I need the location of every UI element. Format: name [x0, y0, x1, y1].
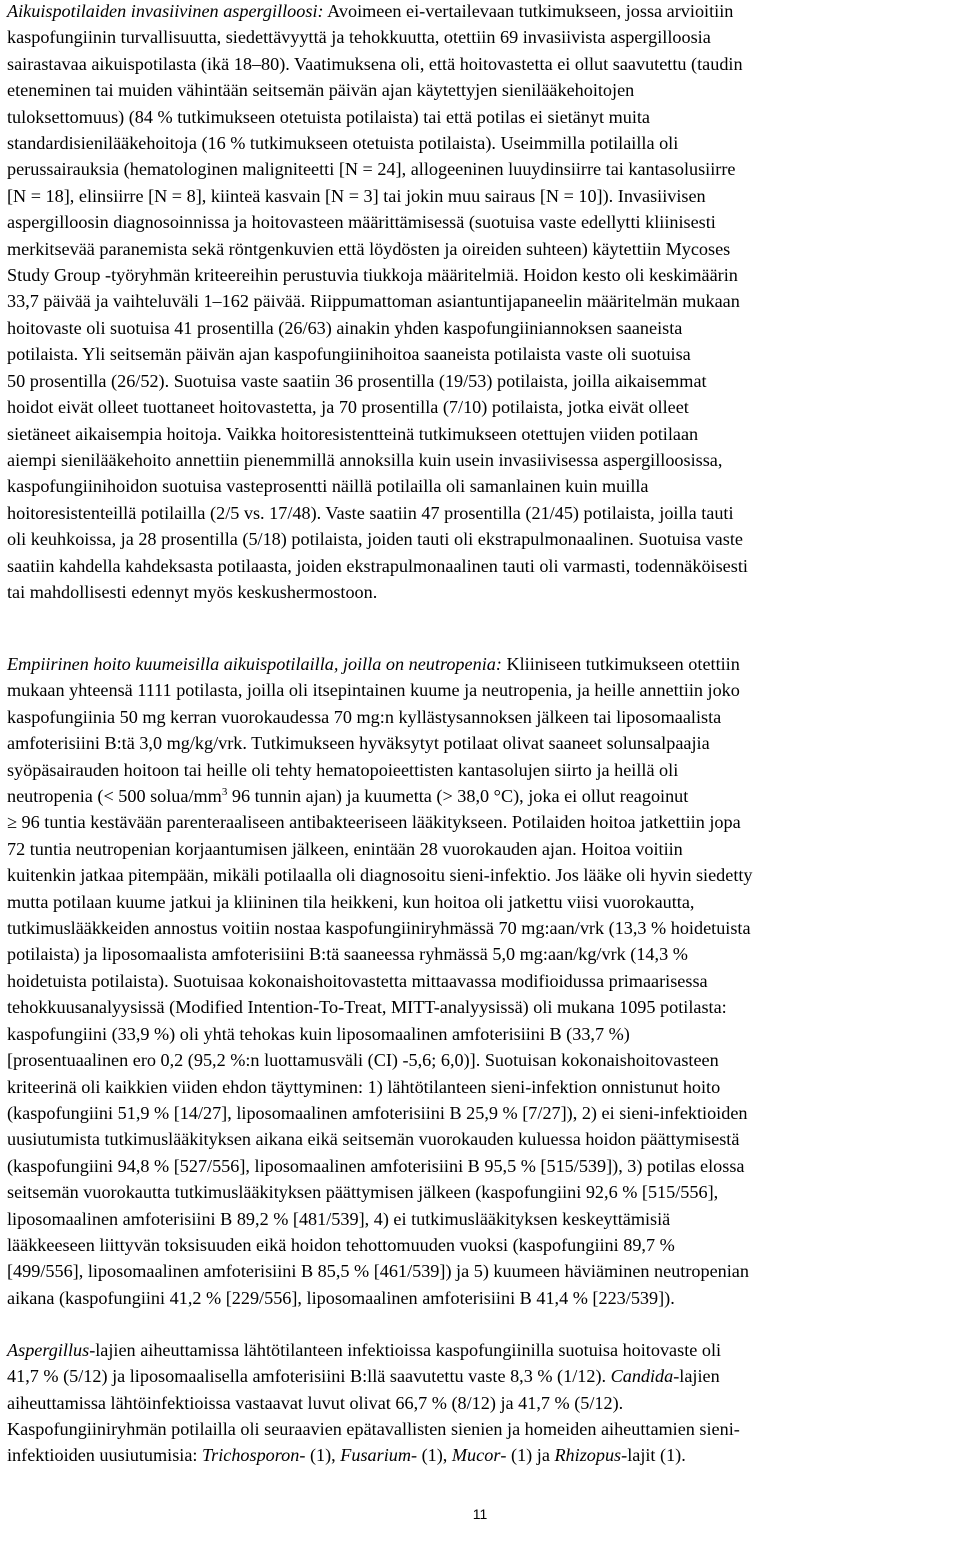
text-run: lääkkeeseen liittyvän toksisuuden eikä hoidon tehottomuuden vuoksi (kaspofungiini 89,7 %	[7, 1234, 675, 1255]
text-line	[7, 262, 957, 288]
text-line	[7, 368, 957, 394]
text-line	[7, 0, 957, 24]
text-line	[7, 447, 957, 473]
text-run: mukaan yhteensä 1111 potilasta, joilla oli itsepintainen kuume ja neutropenia, ja heille annettiin joko	[7, 680, 740, 701]
text-run: amfoterisiini B:tä 3,0 mg/kg/vrk. Tutkimukseen hyväksytyt potilaat olivat saaneet solunsalpaajia	[7, 733, 710, 754]
text-line	[7, 77, 957, 103]
text-run: Kaspofungiiniryhmän potilailla oli seuraavien epätavallisten sienien ja homeiden aiheuttamien sieni-	[7, 1419, 740, 1439]
text-run: [499/556], liposomaalinen amfoterisiini B 85,5 % [461/539]) ja 5) kuumeen häviäminen neutropenian	[7, 1261, 749, 1282]
text-run: Kliiniseen tutkimukseen otettiin	[501, 654, 740, 674]
text-run: perussairauksia (hematologinen maligniteetti [N = 24], allogeeninen luuydinsiirre tai kantasolusiirre	[7, 159, 736, 180]
text-run: liposomaalinen amfoterisiini B 89,2 % [481/539], 4) ei tutkimuslääkityksen keskeyttämisiä	[7, 1208, 671, 1229]
text-line	[7, 288, 957, 314]
text-run: -lajit (1).	[621, 1445, 686, 1466]
text-line	[7, 1416, 957, 1442]
paragraph-invasive-aspergillosis	[7, 0, 957, 605]
text-line	[7, 553, 957, 579]
italic-text: Aikuispotilaiden invasiivinen aspergilloosi:	[7, 1, 324, 21]
italic-text: Mucor	[451, 1445, 501, 1466]
text-run: standardisienilääkehoitoja (16 % tutkimukseen otetuista potilaista). Useimmilla potilailla oli	[7, 133, 679, 154]
paragraph-empirical-therapy	[7, 651, 957, 1311]
text-run: - (1),	[299, 1445, 341, 1466]
text-line	[7, 1442, 957, 1468]
text-run: 41,7 % (5/12) ja liposomaalisella amfoterisiini B:llä saavutettu vaste 8,3 % (1/12).	[7, 1366, 611, 1387]
text-line	[7, 394, 957, 420]
text-run: potilaista. Yli seitsemän päivän ajan kaspofungiinihoitoa saaneista potilaista vaste oli suotuisa	[7, 344, 691, 365]
text-run: hoidetuista potilaista). Suotuisaa kokonaishoitovastetta mittaavassa modifioidussa primaarisessa	[7, 970, 708, 991]
text-line	[7, 51, 957, 77]
italic-text: Empiirinen hoito kuumeisilla aikuispotilailla, joilla on neutropenia:	[7, 654, 502, 674]
text-run: Avoimeen ei-vertailevaan tutkimukseen, jossa arvioitiin	[323, 1, 734, 21]
text-line	[7, 24, 957, 50]
text-line	[7, 915, 957, 941]
text-run: aiempi sienilääkehoito annettiin pienemmillä annoksilla kuin usein invasiivisessa aspergilloosissa,	[7, 449, 723, 470]
text-run: kaspofungiinia 50 mg kerran vuorokaudessa 70 mg:n kyllästysannoksen jälkeen tai liposomaalista	[7, 706, 722, 727]
text-line	[7, 994, 957, 1020]
text-line	[7, 1206, 957, 1232]
text-line	[7, 1021, 957, 1047]
text-run: tai mahdollisesti edennyt myös keskushermostoon.	[7, 581, 378, 602]
text-line	[7, 500, 957, 526]
text-run: kuitenkin jatkaa pitempään, mikäli potilaalla oli diagnosoitu sieni-infektio. Jos lääke oli hyvin siedetty	[7, 865, 753, 886]
text-run: saatiin kahdella kahdeksasta potilaasta, joiden ekstrapulmonaalinen tauti oli varmasti, todennäköisesti	[7, 555, 748, 576]
text-line	[7, 651, 957, 677]
text-run: seitsemän vuorokautta tutkimuslääkityksen päättymisen jälkeen (kaspofungiini 92,6 % [515/556],	[7, 1182, 719, 1203]
italic-text: Trichosporon	[202, 1445, 300, 1466]
text-run: sairastavaa aikuispotilasta (ikä 18–80). Vaatimuksena oli, että hoitovastetta ei ollut saavutettu (taudin	[7, 53, 743, 74]
text-run: (kaspofungiini 51,9 % [14/27], liposomaalinen amfoterisiini B 25,9 % [7/27]), 2) ei sieni-infektioiden	[7, 1102, 748, 1123]
text-run: mutta potilaan kuume jatkui ja kliininen tila heikkeni, kun hoitoa oli jatkettu viisi vuorokautta,	[7, 891, 695, 912]
text-line	[7, 526, 957, 552]
text-run: 33,7 päivää ja vaihteluväli 1–162 päivää. Riippumattoman asiantuntijapaneelin määritelmän mukaan	[7, 291, 740, 312]
text-line	[7, 704, 957, 730]
text-line	[7, 730, 957, 756]
text-run: - (1),	[411, 1445, 452, 1466]
text-run: merkitsevää paranemista sekä röntgenkuvien että löydösten ja oireiden suhteen) käytettiin Mycoses	[7, 238, 731, 259]
text-line	[7, 836, 957, 862]
text-run: aikana (kaspofungiini 41,2 % [229/556], liposomaalinen amfoterisiini B 41,4 % [223/539]).	[7, 1287, 675, 1308]
superscript: 3	[221, 786, 228, 799]
text-line	[7, 1100, 957, 1126]
text-run: kriteerinä oli kaikkien viiden ehdon täyttyminen: 1) lähtötilanteen sieni-infektion onnistunut hoito	[7, 1076, 721, 1097]
text-run: kaspofungiinin turvallisuutta, siedettävyyttä ja tehokkuutta, otettiin 69 invasiivista aspergilloosia	[7, 27, 711, 48]
text-line	[7, 968, 957, 994]
text-line	[7, 1363, 957, 1389]
text-run: infektioiden uusiutumisia:	[7, 1445, 202, 1466]
paragraph-baseline-infections	[7, 1337, 957, 1416]
text-run: 72 tuntia neutropenian korjaantumisen jälkeen, enintään 28 vuorokauden ajan. Hoitoa voitiin	[7, 838, 683, 859]
text-run: 96 tunnin ajan) ja kuumetta (> 38,0 °C), joka ei ollut reagoinut	[227, 786, 689, 807]
text-run: oli keuhkoissa, ja 28 prosentilla (5/18) potilaista, joiden tauti oli ekstrapulmonaalinen. Suotuisa vaste	[7, 529, 743, 550]
text-line	[7, 104, 957, 130]
text-line	[7, 1232, 957, 1258]
text-line	[7, 1390, 957, 1416]
text-line	[7, 1179, 957, 1205]
italic-text: Fusarium	[340, 1445, 411, 1466]
text-run: tuloksettomuus) (84 % tutkimukseen otetuista potilaista) tai että potilas ei sietänyt muita	[7, 106, 651, 127]
text-run: aiheuttamissa lähtöinfektioissa vastaavat luvut olivat 66,7 % (8/12) ja 41,7 % (5/12).	[7, 1392, 624, 1413]
text-run: hoidot eivät olleet tuottaneet hoitovastetta, ja 70 prosentilla (7/10) potilaista, jotka eivät olleet	[7, 397, 689, 418]
text-run: hoitoresistenteillä potilailla (2/5 vs. 17/48). Vaste saatiin 47 prosentilla (21/45) potilaista, joilla tauti	[7, 502, 734, 523]
text-line	[7, 677, 957, 703]
text-line	[7, 421, 957, 447]
text-run: sietäneet aikaisempia hoitoja. Vaikka hoitoresistentteinä tutkimukseen otettujen viiden potilaan	[7, 423, 699, 444]
italic-text: Aspergillus	[7, 1340, 90, 1360]
text-run: Study Group -työryhmän kriteereihin perustuvia tiukkoja määritelmiä. Hoidon kesto oli keskimäärin	[7, 265, 738, 286]
text-line	[7, 130, 957, 156]
text-run: eteneminen tai muiden vähintään seitsemän päivän ajan käytettyjen sienilääkehoitojen	[7, 80, 635, 101]
text-run: potilaista) ja liposomaalista amfoterisiini B:tä saaneessa ryhmässä 5,0 mg:aan/kg/vrk (14,3 %	[7, 944, 688, 965]
text-run: -lajien	[673, 1366, 720, 1387]
page-number: 11	[472, 1506, 488, 1522]
italic-text: Candida	[610, 1366, 674, 1387]
text-line	[7, 889, 957, 915]
text-line	[7, 209, 957, 235]
text-run: kaspofungiinihoidon suotuisa vasteprosentti näillä potilailla oli samanlainen kuin muilla	[7, 476, 649, 497]
text-line	[7, 862, 957, 888]
text-run: - (1) ja	[500, 1445, 555, 1466]
text-line	[7, 236, 957, 262]
text-line	[7, 783, 957, 809]
text-line	[7, 183, 957, 209]
text-line	[7, 1074, 957, 1100]
text-line	[7, 156, 957, 182]
text-line	[7, 473, 957, 499]
text-line	[7, 757, 957, 783]
text-run: tehokkuusanalyysissä (Modified Intention-To-Treat, MITT-analyysissä) oli mukana 1095 potilasta:	[7, 997, 727, 1018]
text-line	[7, 1047, 957, 1073]
text-line	[7, 941, 957, 967]
italic-text: Rhizopus	[554, 1445, 622, 1466]
text-line	[7, 1285, 957, 1311]
text-run: 50 prosentilla (26/52). Suotuisa vaste saatiin 36 prosentilla (19/53) potilaista, joilla aikaisemmat	[7, 370, 707, 391]
text-run: neutropenia (< 500 solua/mm	[7, 786, 222, 807]
text-run: syöpäsairauden hoitoon tai heille oli tehty hematopoieettisten kantasolujen siirto ja heillä oli	[7, 759, 679, 780]
text-line	[7, 341, 957, 367]
text-line	[7, 579, 957, 605]
text-run: aspergilloosin diagnosoinnissa ja hoitovasteen määrittämisessä (suotuisa vaste edellytti kliinisesti	[7, 212, 716, 233]
text-run: uusiutumista tutkimuslääkityksen aikana eikä seitsemän vuorokauden kuluessa hoidon päättymisestä	[7, 1129, 740, 1150]
text-run: -lajien aiheuttamissa lähtötilanteen infektioissa kaspofungiinilla suotuisa hoitovaste oli	[89, 1340, 722, 1360]
text-line	[7, 315, 957, 341]
text-run: kaspofungiini (33,9 %) oli yhtä tehokas kuin liposomaalinen amfoterisiini B (33,7 %)	[7, 1023, 630, 1044]
text-run: [prosentuaalinen ero 0,2 (95,2 %:n luottamusväli (CI) -5,6; 6,0)]. Suotuisan kokonaishoitovasteen	[7, 1050, 719, 1071]
text-line	[7, 1337, 957, 1363]
text-line	[7, 809, 957, 835]
text-line	[7, 1153, 957, 1179]
text-run: hoitovaste oli suotuisa 41 prosentilla (26/63) ainakin yhden kaspofungiiniannoksen saaneista	[7, 317, 683, 338]
text-line	[7, 1126, 957, 1152]
text-run: tutkimuslääkkeiden annostus voitiin nostaa kaspofungiiniryhmässä 70 mg:aan/vrk (13,3 % hoidetuista	[7, 918, 751, 939]
text-run: ≥ 96 tuntia kestävään parenteraaliseen antibakteeriseen lääkitykseen. Potilaiden hoitoa jatkettiin jopa	[7, 812, 741, 833]
text-run: (kaspofungiini 94,8 % [527/556], liposomaalinen amfoterisiini B 95,5 % [515/539]), 3) potilas elossa	[7, 1155, 745, 1176]
text-line	[7, 1258, 957, 1284]
paragraph-breakthrough-infections	[7, 1416, 957, 1469]
text-run: [N = 18], elinsiirre [N = 8], kiinteä kasvain [N = 3] tai jokin muu sairaus [N = 10]). Invasiivisen	[7, 185, 706, 206]
